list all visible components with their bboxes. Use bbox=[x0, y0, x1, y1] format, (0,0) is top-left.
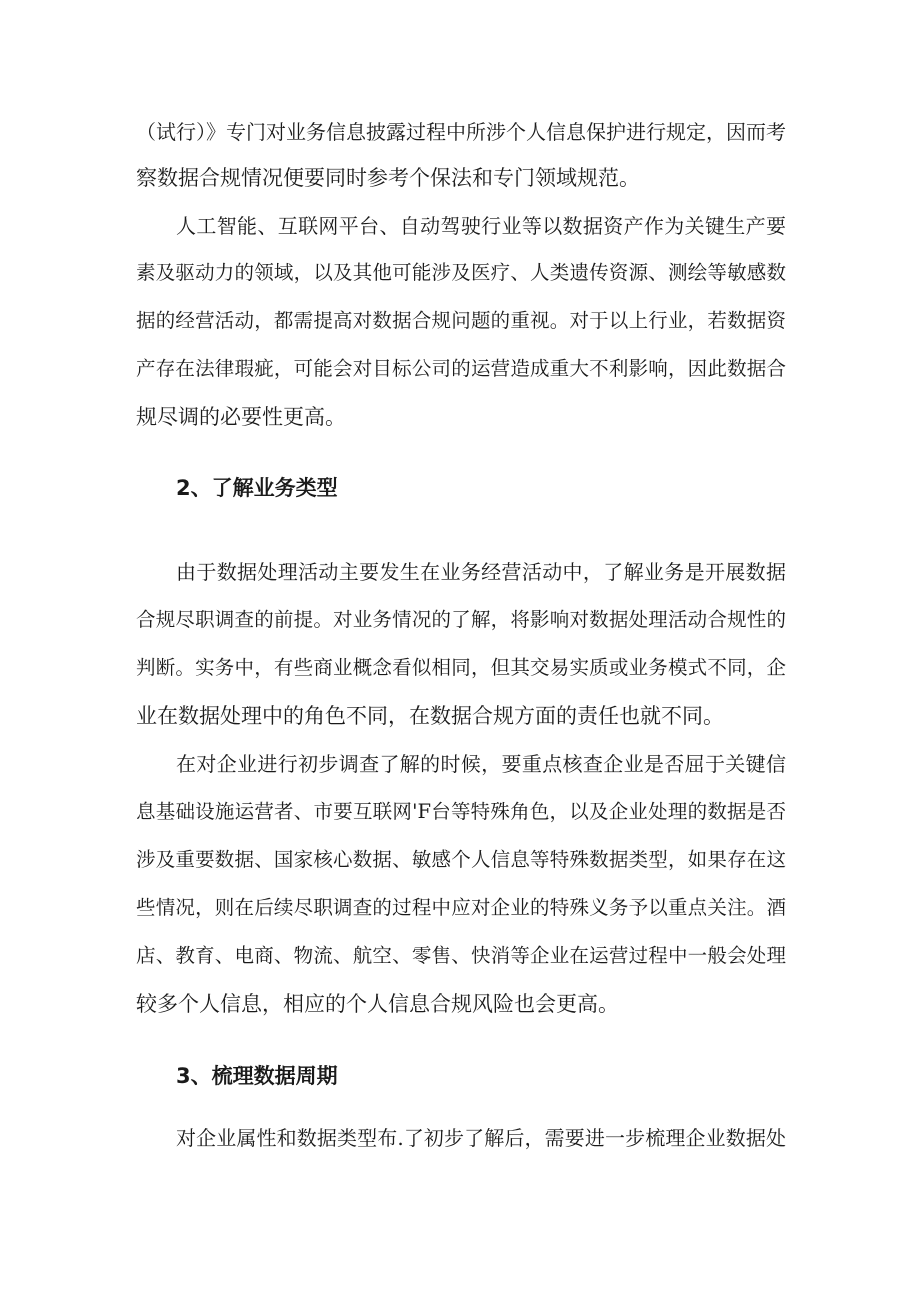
paragraph-line: 息基础设施运营者、市要互联网'F台等特殊角色，以及企业处理的数据是否 bbox=[136, 800, 786, 823]
paragraph-line: 由于数据处理活动主要发生在业务经营活动中，了解业务是开展数据 bbox=[176, 560, 786, 584]
paragraph-line: 对企业属性和数据类型布.了初步了解后，需要进一步梳理企业数据处 bbox=[176, 1126, 786, 1150]
paragraph-line: 业在数据处理中的角色不同，在数据合规方面的责任也就不同。 bbox=[136, 704, 724, 728]
paragraph-line: 店、教育、电商、物流、航空、零售、快消等企业在运营过程中一般会处理 bbox=[136, 944, 786, 967]
paragraph-line: 素及驱动力的领域，以及其他可能涉及医疗、人类遗传资源、测绘等敏感数 bbox=[136, 261, 786, 284]
paragraph-line: 些情况，则在后续尽职调查的过程中应对企业的特殊义务予以重点关注。酒 bbox=[136, 896, 786, 919]
paragraph-line: （试行）》专门对业务信息披露过程中所涉个人信息保护进行规定，因而考 bbox=[136, 120, 786, 144]
section-heading-3: 3、梳理数据周期 bbox=[176, 1064, 338, 1088]
paragraph-line: 产存在法律瑕疵，可能会对目标公司的运营造成重大不利影响，因此数据合 bbox=[136, 357, 786, 380]
paragraph-line: 判断。实务中，有些商业概念看似相同，但其交易实质或业务模式不同，企 bbox=[136, 656, 786, 679]
paragraph-line: 较多个人信息，相应的个人信息合规风险也会更高。 bbox=[136, 992, 619, 1016]
paragraph-line: 人工智能、互联网平台、自动驾驶行业等以数据资产作为关键生产要 bbox=[176, 214, 786, 238]
paragraph-line: 规尽调的必要性更高。 bbox=[136, 405, 346, 429]
paragraph-line: 涉及重要数据、国家核心数据、敏感个人信息等特殊数据类型，如果存在这 bbox=[136, 848, 786, 871]
paragraph-line: 据的经营活动，都需提高对数据合规问题的重视。对于以上行业，若数据资 bbox=[136, 309, 786, 332]
paragraph-line: 察数据合规情况便要同时参考个保法和专门领域规范。 bbox=[136, 166, 640, 190]
section-heading-2: 2、了解业务类型 bbox=[176, 476, 338, 500]
paragraph-line: 合规尽职调查的前提。对业务情况的了解，将影响对数据处理活动合规性的 bbox=[136, 608, 786, 631]
paragraph-line: 在对企业进行初步调查了解的时候，要重点核查企业是否屈于关键信 bbox=[176, 752, 786, 776]
